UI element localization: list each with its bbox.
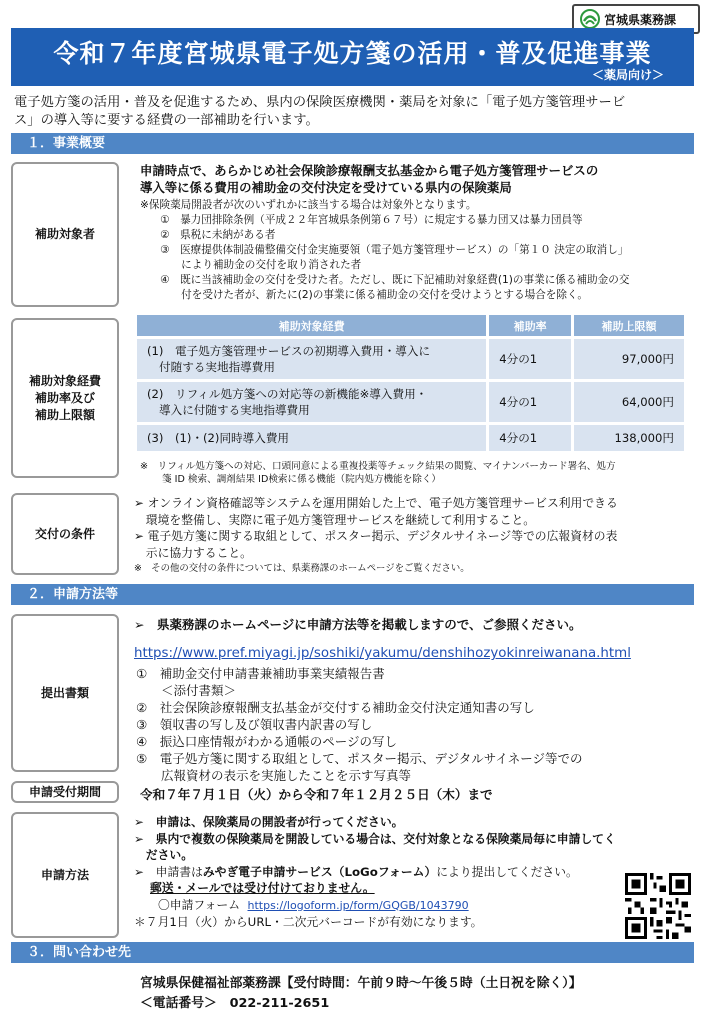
document-item: ② 社会保険診療報酬支払基金が交付する補助金交付決定通知書の写し (136, 700, 535, 715)
label-expenses (11, 318, 119, 478)
column-header: 補助上限額 (574, 315, 684, 336)
qr-code-icon[interactable] (625, 873, 691, 939)
prefecture-logo-icon (580, 9, 600, 29)
condition-line: 環境を整備し、実際に電子処方箋管理サービスを継続して利用すること。 (134, 512, 536, 527)
label-line: 補助率及び (34, 390, 95, 405)
form-link[interactable]: https://logoform.jp/form/GQGB/1043790 (247, 898, 469, 912)
document-item: ① 補助金交付申請書兼補助事業実績報告書 (136, 666, 385, 681)
title-banner (11, 28, 694, 86)
method-text: により提出してください。 (436, 864, 578, 879)
condition-line: ➢ オンライン資格確認等システムを運用開始した上で、電子処方箋管理サービス利用できる (134, 496, 618, 510)
exclusion-item: ④ 既に当該補助金の交付を受けた者。ただし、既に下記補助対象経費(1)の事業に係る補助金の交 (160, 274, 630, 286)
document-item: ③ 領収書の写し及び領収書内訳書の写し (136, 717, 373, 732)
document-item: ⑤ 電子処方箋に関する取組として、ポスター掲示、デジタルサイネージ等での (136, 751, 583, 766)
method-line: ➢ 申請は、保険薬局の開設者が行ってください。 (134, 815, 404, 829)
expense-line: (2) リフィル処方箋への対応等の新機能※導入費用・ (147, 387, 428, 401)
page-title: 令和７年度宮城県電子処方箋の活用・普及促進事業 (53, 39, 652, 68)
intro-line: ス」の導入等に要する経費の一部補助を行います。 (14, 113, 319, 128)
conditions-content (134, 495, 694, 575)
page-subtitle: ＜薬局向け＞ (591, 68, 664, 82)
method-content (134, 814, 634, 931)
period-value: 令和７年７月１日（火）から令和７年１２月２５日（木）まで (140, 787, 493, 802)
expense-cell: (3) (1)・(2)同時導入費用 (137, 425, 486, 451)
table-row (137, 425, 684, 451)
intro-text (14, 94, 694, 130)
method-line: 郵送・メールでは受け付けておりません。 (150, 881, 375, 895)
rate-cell: 4分の1 (489, 382, 571, 422)
limit-cell: 97,000円 (574, 339, 684, 379)
limit-cell: 64,000円 (574, 382, 684, 422)
label-conditions: 交付の条件 (11, 493, 119, 575)
exclusion-item: 付を受けた者が、新たに(2)の事業に係る補助金の交付を受けようとする場合を除く。 (160, 289, 588, 301)
contact-phone[interactable]: ＜電話番号＞ 022-211-2651 (140, 996, 330, 1011)
expense-cell (137, 339, 486, 379)
expense-line: (1) 電子処方箋管理サービスの初期導入費用・導入に (147, 344, 431, 358)
target-bold-line: 導入等に係る費用の補助金の交付決定を受けている県内の保険薬局 (140, 180, 512, 195)
label-method: 申請方法 (11, 812, 119, 938)
expense-cell (137, 382, 486, 422)
label-line: 補助対象経費 (28, 373, 101, 388)
footnote-line: ※ リフィル処方箋への対応、口頭同意による重複投薬等チェック結果の閲覧、マイナンバーカード署名、処方 (140, 461, 616, 472)
table-row (137, 382, 684, 422)
expense-line: 導入に付随する実地指導費用 (159, 403, 310, 417)
method-line (134, 864, 634, 881)
document-item: ＜添付書類＞ (136, 683, 237, 698)
section-heading-overview: １．事業概要 (11, 133, 694, 154)
table-header-row (137, 315, 684, 336)
exclusion-item: ③ 医療提供体制設備整備交付金実施要領（電子処方箋管理サービス）の「第１０ 決定の取消し」 (160, 244, 629, 256)
method-text: ➢ 申請書は (134, 864, 203, 879)
footnote-line: 箋 ID 検索、調剤結果 ID検索に係る機能（院内処方機能を除く） (162, 474, 442, 485)
org-badge-text: 宮城県薬務課 (604, 12, 677, 27)
target-bold-line: 申請時点で、あらかじめ社会保険診療報酬支払基金から電子処方箋管理サービスの (140, 163, 599, 178)
form-line (134, 897, 634, 915)
method-note: ＊７月1日（火）からURL・二次元バーコードが有効になります。 (134, 915, 483, 929)
section-heading-application: ２．申請方法等 (11, 584, 694, 605)
condition-line: 示に協力すること。 (134, 545, 252, 560)
column-header: 補助対象経費 (137, 315, 486, 336)
documents-lead: ➢ 県薬務課のホームページに申請方法等を掲載しますので、ご参照ください。 (134, 617, 582, 632)
target-content (140, 162, 695, 303)
target-note: ※保険薬局開設者が次のいずれかに該当する場合は対象外となります。 (140, 199, 477, 211)
limit-cell: 138,000円 (574, 425, 684, 451)
section-heading-contact: ３．問い合わせ先 (11, 942, 694, 963)
label-period: 申請受付期間 (11, 781, 119, 803)
document-item: 広報資材の表示を実施したことを示す写真等 (136, 768, 412, 783)
logo-form-service: みやぎ電子申請サービス（LoGoフォーム） (202, 864, 437, 879)
table-row (137, 339, 684, 379)
form-label: 〇申請フォーム (158, 897, 240, 912)
expense-line: 付随する実地指導費用 (159, 360, 275, 374)
label-target: 補助対象者 (11, 162, 119, 307)
contact-line: 宮城県保健福祉部薬務課【受付時間：午前９時～午後５時（土日祝を除く）】 (140, 976, 582, 991)
exclusion-item: ② 県税に未納がある者 (160, 229, 276, 241)
document-item: ④ 振込口座情報がわかる通帳のページの写し (136, 734, 397, 749)
intro-line: 電子処方箋の活用・普及を促進するため、県内の保険医療機関・薬局を対象に「電子処方箋管理サービ (14, 95, 626, 110)
condition-line: ➢ 電子処方箋に関する取組として、ポスター掲示、デジタルサイネージ等での広報資材の表 (134, 529, 618, 543)
rate-cell: 4分の1 (489, 425, 571, 451)
method-line: ➢ 県内で複数の保険薬局を開設している場合は、交付対象となる保険薬局毎に申請してく (134, 831, 616, 846)
label-documents: 提出書類 (11, 614, 119, 772)
exclusion-item: ① 暴力団排除条例（平成２２年宮城県条例第６７号）に規定する暴力団又は暴力団員等 (160, 214, 583, 226)
rate-cell: 4分の1 (489, 339, 571, 379)
expense-table (134, 312, 687, 454)
expense-footnote (140, 460, 695, 486)
column-header: 補助率 (489, 315, 571, 336)
method-line: ださい。 (134, 848, 193, 862)
exclusion-item: により補助金の交付を取り消された者 (160, 259, 362, 271)
documents-link[interactable]: https://www.pref.miyagi.jp/soshiki/yakumu/denshihozyokinreiwanana.html (134, 646, 631, 661)
conditions-note: ※ その他の交付の条件については、県薬務課のホームページをご覧ください。 (134, 563, 470, 574)
label-line: 補助上限額 (34, 407, 95, 422)
exclusion-list (140, 213, 695, 303)
